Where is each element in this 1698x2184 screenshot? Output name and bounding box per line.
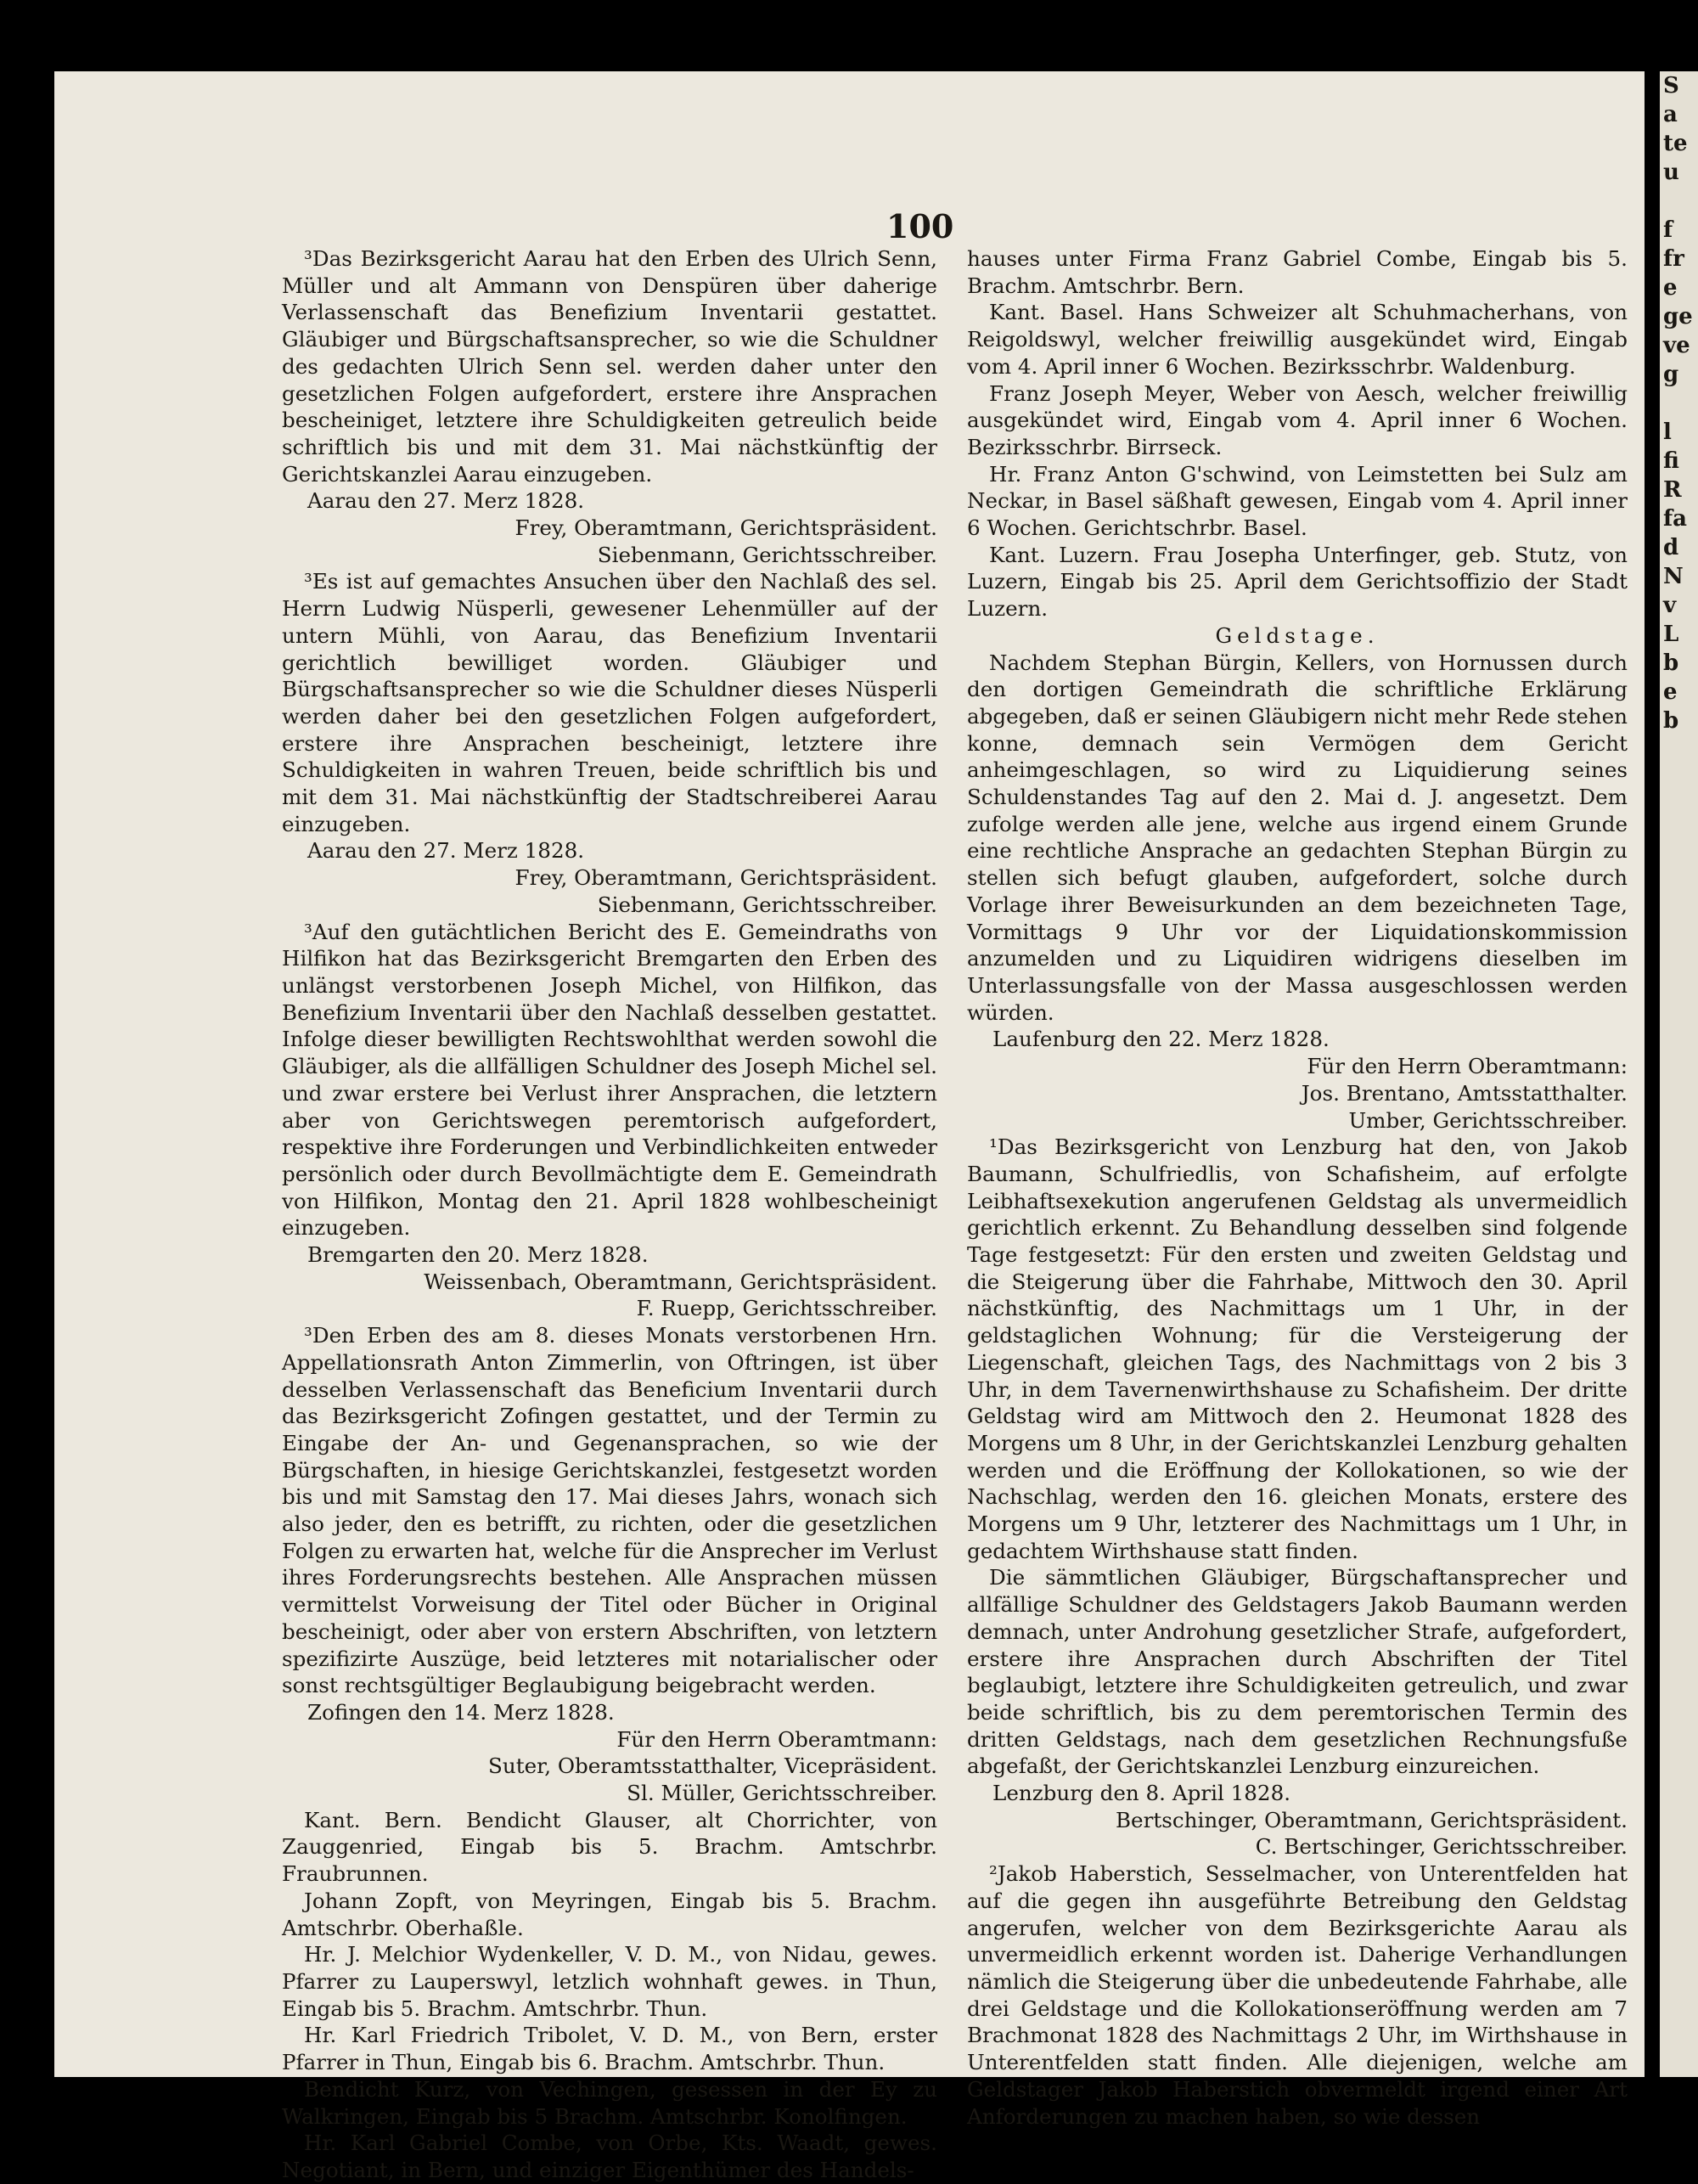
strip-fragment: f (1663, 217, 1673, 243)
left-column (282, 245, 937, 2184)
strip-fragment (1660, 909, 1698, 937)
strip-fragment: e (1663, 679, 1678, 705)
strip-fragment (1660, 995, 1698, 1024)
notice-paragraph: Die sämmtlichen Gläubiger, Bürgschaftansprecher und allfällige Schuldner des Geldstagers Jakob Baumann werden demnach, unter Androhung gesetzlicher Strafe, aufgefordert, erstere ihre Ansprachen durch Abschriften der Titel beglaubigt, letztere ihre Schuldigkeiten getreulich, und zwar beide schriftlich, bis zu dem peremtorischen Termin des dritten Geldstags, nach dem gesetzlichen Rechnungsfuße abgefaßt, der Gerichtskanzlei Lenzburg einzureichen. (967, 1565, 1628, 1779)
signature-line: Siebenmann, Gerichtsschreiber. (597, 892, 937, 917)
right-column (967, 245, 1628, 2130)
strip-fragment (1660, 389, 1698, 418)
place-date-line: Aarau den 27. Merz 1828. (307, 488, 585, 514)
notice-paragraph: Hr. Karl Friedrich Tribolet, V. D. M., von Bern, erster Pfarrer in Thun, Eingab bis 6. Brachm. Amtschrbr. Thun. (282, 2023, 937, 2075)
strip-fragment (1660, 822, 1698, 851)
place-date-line: Lenzburg den 8. April 1828. (992, 1781, 1291, 1806)
strip-fragment: L (1663, 622, 1679, 647)
strip-fragment: fi (1663, 448, 1679, 474)
notice-paragraph: Hr. Franz Anton G'schwind, von Leimstetten bei Sulz am Neckar, in Basel säßhaft gewesen, Eingab vom 4. April inner 6 Wochen. Gerichtschrbr. Basel. (967, 461, 1628, 541)
signature-line: Bertschinger, Oberamtmann, Gerichtspräsident. (1115, 1807, 1628, 1832)
signature-line: Frey, Oberamtmann, Gerichtspräsident. (514, 865, 937, 891)
signature-line: Suter, Oberamtsstatthalter, Vicepräsident. (488, 1753, 937, 1779)
notice-paragraph: ³Den Erben des am 8. dieses Monats verstorbenen Hrn. Appellationsrath Anton Zimmerlin, von Oftringen, ist über desselben Verlassenschaft das Beneficium Inventarii durch das Bezirksgericht Zofingen gestattet, und der Termin zu Eingabe der An- und Gegenansprachen, so wie der Bürgschaften, in hiesige Gerichtskanzlei, festgesetzt worden bis und mit Samstag den 17. Mai dieses Jahrs, wonach sich also jeder, den es betrifft, zu richten, oder die gesetzlichen Folgen zu erwarten hat, welche für die Ansprecher im Verlust ihres Forderungsrechts bestehen. Alle Ansprachen müssen vermittelst Vorweisung der Titel oder Bücher in Original bescheinigt, oder aber von erstern Abschriften, von letztern spezifizirte Auszüge, beid letzteres mit notarialischer oder sonst rechtsgültiger Beglaubigung beigebracht werden. (282, 1323, 937, 1698)
strip-fragment: fa (1663, 506, 1688, 532)
place-date-line: Zofingen den 14. Merz 1828. (307, 1699, 615, 1725)
strip-fragment: e (1663, 275, 1678, 301)
strip-fragment: N (1663, 564, 1684, 589)
place-date-line: Bremgarten den 20. Merz 1828. (307, 1242, 649, 1268)
signature-line: F. Ruepp, Gerichtsschreiber. (636, 1296, 937, 1321)
strip-fragment: b (1663, 650, 1679, 676)
notice-paragraph: Nachdem Stephan Bürgin, Kellers, von Hornussen durch den dortigen Gemeindrath die schriftliche Erklärung abgegeben, daß er seinen Gläubigern nicht mehr Rede stehen konne, demnach sein Vermögen dem Gericht anheimgeschlagen, so wird zu Liquidierung seines Schuldenstandes Tag auf den 2. Mai d. J. angesetzt. Dem zufolge werden alle jene, welche aus irgend einem Grunde eine rechtliche Ansprache an gedachten Stephan Bürgin zu stellen sich befugt glauben, aufgefordert, solche durch Vorlage ihrer Beweisurkunden an dem bezeichneten Tage, Vormittags 9 Uhr vor der Liquidationskommission anzumelden und zu Liquidiren widrigens dieselben im Unterlassungsfalle von der Massa ausgeschlossen werden würden. (967, 650, 1628, 1025)
notice-paragraph: ²Jakob Haberstich, Sesselmacher, von Unterentfelden hat auf die gegen ihn ausgeführte Betreibung den Geldstag angerufen, welcher von dem Bezirksgerichte Aarau als unvermeidlich erkennt worden ist. Daherige Verhandlungen nämlich die Steigerung über die unbedeutende Fahrhabe, alle drei Geldstage und die Kollokationseröffnung werden am 7 Brachmonat 1828 des Nachmittags 2 Uhr, im Wirthshause in Unterentfelden statt finden. Alle diejenigen, welche am Geldstager Jakob Haberstich obvermeldt irgend einer Art Anforderungen zu machen haben, so wie dessen (967, 1861, 1628, 2129)
strip-fragment: d (1663, 535, 1679, 560)
continued-text: hauses unter Firma Franz Gabriel Combe, Eingab bis 5. Brachm. Amtschrbr. Bern. (967, 246, 1628, 298)
strip-fragment (1660, 880, 1698, 909)
strip-fragment (1660, 793, 1698, 822)
section-heading: Geldstage. (1215, 622, 1380, 648)
strip-fragment: a (1663, 102, 1678, 127)
strip-fragment (1660, 851, 1698, 880)
notice-paragraph: Hr. J. Melchior Wydenkeller, V. D. M., von Nidau, gewes. Pfarrer zu Lauperswyl, letzlich wohnhaft gewes. in Thun, Eingab bis 5. Brachm. Amtschrbr. Thun. (282, 1942, 937, 2021)
notice-paragraph: ³Das Bezirksgericht Aarau hat den Erben des Ulrich Senn, Müller und alt Ammann von Denspüren über daherige Verlassenschaft das Benefizium Inventarii gestattet. Gläubiger und Bürgschaftsansprecher, so wie die Schuldner des gedachten Ulrich Senn sel. werden daher unter den gesetzlichen Folgen aufgefordert, erstere ihre Ansprachen bescheiniget, letztere ihre Schuldigkeiten getreulich beide schriftlich bis und mit dem 31. Mai nächstkünftig der Gerichtskanzlei Aarau einzugeben. (282, 246, 937, 487)
strip-fragment: l (1663, 419, 1672, 445)
signature-line: Umber, Gerichtsschreiber. (1348, 1107, 1628, 1133)
place-date-line: Aarau den 27. Merz 1828. (307, 838, 585, 864)
notice-paragraph: Johann Zopft, von Meyringen, Eingab bis 5. Brachm. Amtschrbr. Oberhaßle. (282, 1888, 937, 1940)
signature-line: C. Bertschinger, Gerichtsschreiber. (1255, 1834, 1628, 1860)
signature-line: Für den Herrn Oberamtmann: (616, 1726, 937, 1752)
signature-line: Siebenmann, Gerichtsschreiber. (597, 542, 937, 567)
strip-fragment: R (1663, 477, 1682, 503)
notice-paragraph: Bendicht Kurz, von Vechingen, gesessen in der Ey zu Walkringen, Eingab bis 5 Brachm. Amtschrbr. Konolfingen. (282, 2076, 937, 2129)
signature-line: Sl. Müller, Gerichtsschreiber. (627, 1781, 937, 1806)
signature-line: Für den Herrn Oberamtmann: (1307, 1054, 1628, 1079)
page-number: 100 (886, 207, 954, 245)
strip-fragment (1660, 187, 1698, 216)
strip-fragment (1660, 764, 1698, 793)
strip-fragment: u (1663, 160, 1679, 185)
next-page-edge (1660, 71, 1698, 2077)
notice-paragraph: Kant. Bern. Bendicht Glauser, alt Chorrichter, von Zauggenried, Eingab bis 5. Brachm. Amtschrbr. Fraubrunnen. (282, 1807, 937, 1887)
signature-line: Weissenbach, Oberamtmann, Gerichtspräsident. (424, 1269, 937, 1294)
notice-paragraph: ³Es ist auf gemachtes Ansuchen über den Nachlaß des sel. Herrn Ludwig Nüsperli, gewesener Lehenmüller auf der untern Mühli, von Aarau, das Benefizium Inventarii gerichtlich bewilliget worden. Gläubiger und Bürgschaftsansprecher so wie die Schuldner dieses Nüsperli werden daher bei den gesetzlichen Folgen aufgefordert, erstere ihre Ansprachen bescheinigt, letztere ihre Schuldigkeiten in wahren Treuen, beide schriftlich bis und mit dem 31. Mai nächstkünftig der Stadtschreiberei Aarau einzugeben. (282, 569, 937, 836)
strip-fragment: te (1663, 131, 1688, 156)
newspaper-page (54, 71, 1645, 2182)
strip-fragment: b (1663, 708, 1679, 734)
signature-line: Jos. Brentano, Amtsstatthalter. (1301, 1080, 1628, 1106)
strip-fragment: v (1663, 593, 1677, 618)
strip-fragment: S (1663, 73, 1679, 99)
notice-paragraph: Kant. Luzern. Frau Josepha Unterfinger, geb. Stutz, von Luzern, Eingab bis 25. April dem Gerichtsoffizio der Stadt Luzern. (967, 542, 1628, 622)
notice-paragraph: ¹Das Bezirksgericht von Lenzburg hat den, von Jakob Baumann, Schulfriedlis, von Schafisheim, auf erfolgte Leibhaftsexekution angerufenen Geldstag als unvermeidlich gerichtlich erkennt. Zu Behandlung desselben sind folgende Tage festgesetzt: Für den ersten und zweiten Geldstag und die Steigerung über die Fahrhabe, Mittwoch den 30. April nächstkünftig, des Nachmittags um 1 Uhr, in der geldstaglichen Wohnung; für die Versteigerung der Liegenschaft, gleichen Tags, des Nachmittags von 2 bis 3 Uhr, in dem Tavernenwirthshause zu Schafisheim. Der dritte Geldstag wird am Mittwoch den 2. Heumonat 1828 des Morgens um 8 Uhr, in der Gerichtskanzlei Lenzburg gehalten werden und die Eröffnung der Kollokationen, so wie der Nachschlag, werden den 16. gleichen Monats, erstere des Morgens um 9 Uhr, letzterer des Nachmittags um 1 Uhr, in gedachtem Wirthshause statt finden. (967, 1134, 1628, 1563)
signature-line: Frey, Oberamtmann, Gerichtspräsident. (514, 515, 937, 541)
notice-paragraph: ³Auf den gutächtlichen Bericht des E. Gemeindraths von Hilfikon hat das Bezirksgericht Bremgarten den Erben des unlängst verstorbenen Joseph Michel, von Hilfikon, das Benefizium Inventarii über den Nachlaß desselben gestattet. Infolge dieser bewilligten Rechtswohlthat werden sowohl die Gläubiger, als die allfälligen Schuldner des Joseph Michel sel. und zwar erstere bei Verlust ihrer Ansprachen, die letztern aber von Gerichtswegen peremtorisch aufgefordert, respektive ihre Forderungen und Verbindlichkeiten entweder persönlich oder durch Bevollmächtigte dem E. Gemeindrath von Hilfikon, Montag den 21. April 1828 wohlbescheinigt einzugeben. (282, 919, 937, 1241)
strip-fragment (1660, 735, 1698, 764)
strip-fragment: g (1663, 362, 1679, 387)
strip-fragment: ve (1663, 333, 1690, 358)
notice-paragraph: Franz Joseph Meyer, Weber von Aesch, welcher freiwillig ausgekündet wird, Eingab vom 4. April inner 6 Wochen. Bezirksschrbr. Birrseck. (967, 380, 1628, 459)
notice-paragraph: Hr. Karl Gabriel Combe, von Orbe, Kts. Waadt, gewes. Negotiant, in Bern, und einziger Eigenthümer des Handels- (282, 2131, 937, 2182)
strip-fragment (1660, 966, 1698, 995)
strip-fragment: fr (1663, 246, 1684, 272)
notice-paragraph: Kant. Basel. Hans Schweizer alt Schuhmacherhans, von Reigoldswyl, welcher freiwillig ausgekündet wird, Eingab vom 4. April inner 6 Wochen. Bezirksschrbr. Waldenburg. (967, 300, 1628, 379)
strip-fragment (1660, 937, 1698, 966)
place-date-line: Laufenburg den 22. Merz 1828. (992, 1027, 1330, 1052)
strip-fragment: ge (1663, 304, 1693, 329)
